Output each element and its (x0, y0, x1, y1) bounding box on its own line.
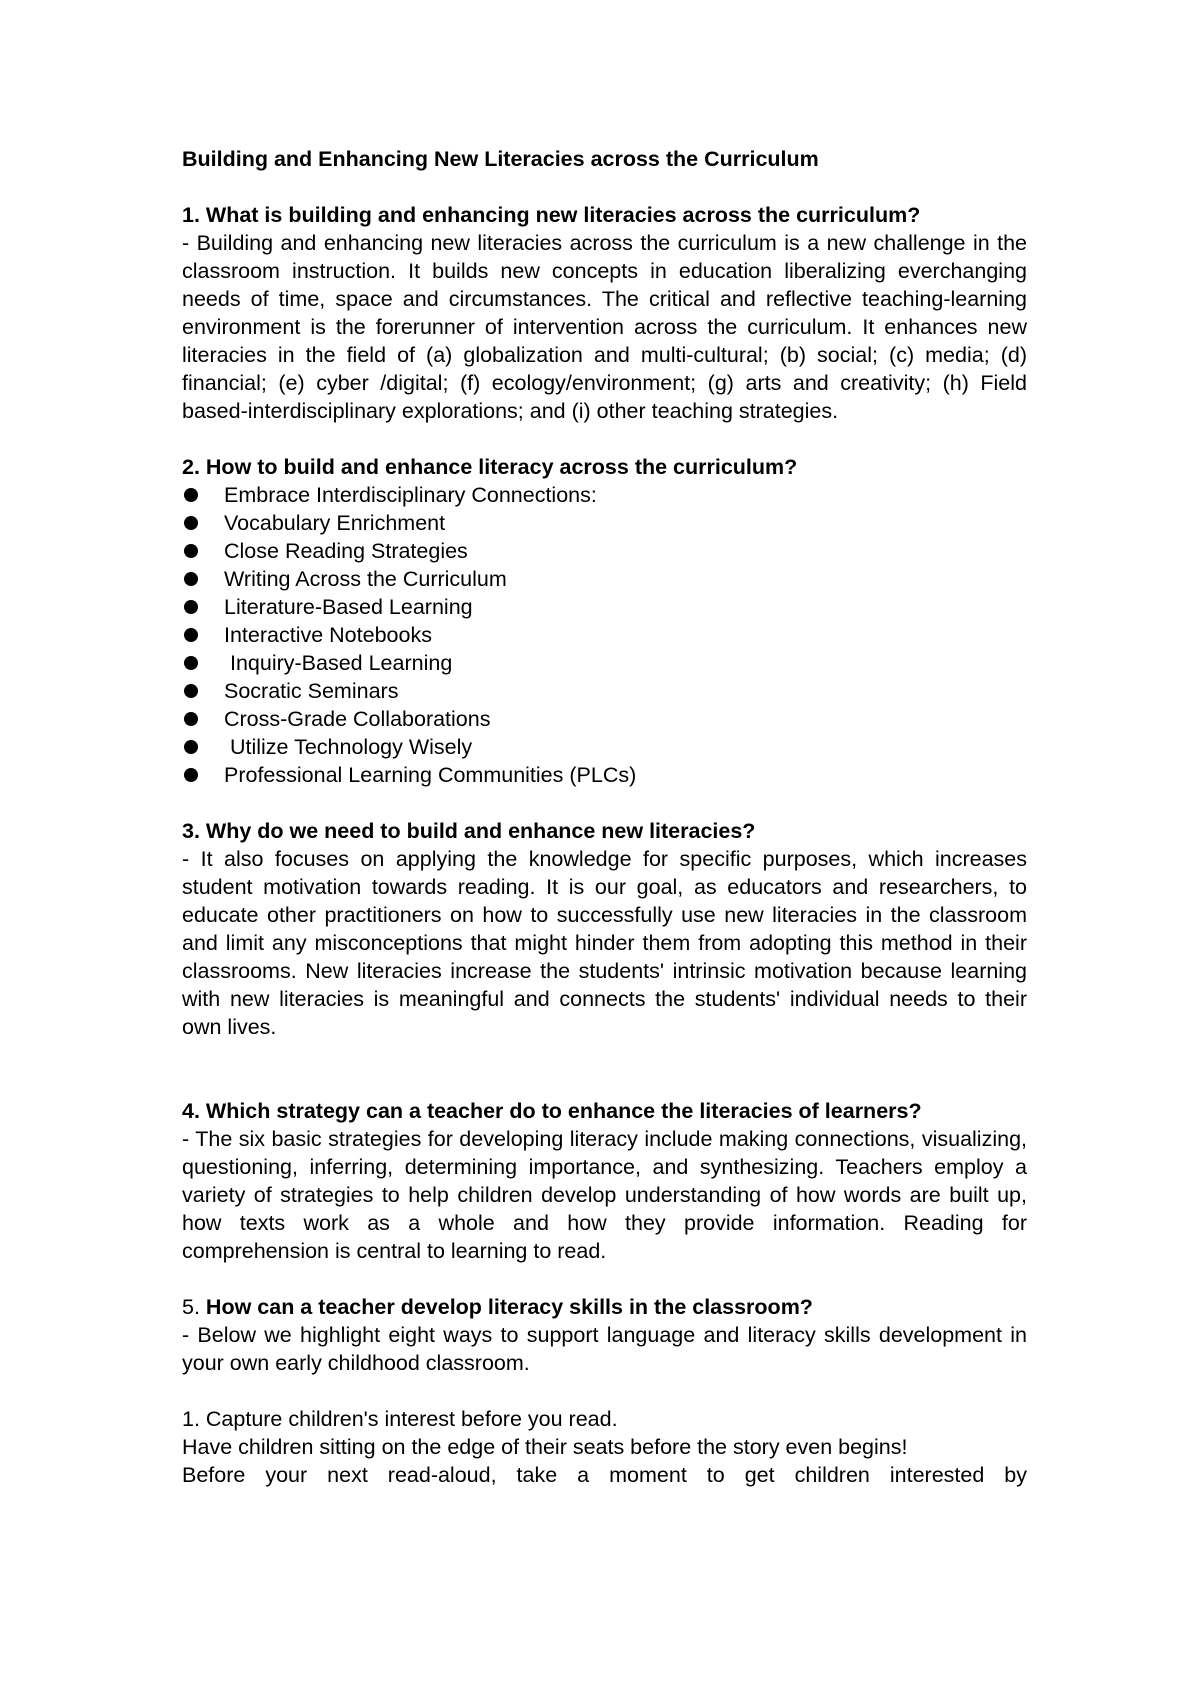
answer-1: - Building and enhancing new literacies across the curriculum is a new challenge in the classroom instruction. It builds new concepts in education liberalizing everchanging needs of time, space and circumstances. The critical and reflective teaching-learning environment is the forerunner of intervention across the curriculum. It enhances new literacies in the field of (a) globalization and multi-cultural; (b) social; (c) media; (d) financial; (e) cyber /digital; (f) ecology/environment; (g) arts and creativity; (h) Field based-interdisciplinary explorations; and (i) other teaching strategies. (182, 231, 1027, 423)
list-item (182, 705, 1027, 733)
question-2: 2. How to build and enhance literacy across the curriculum? (182, 455, 798, 479)
list-item (182, 565, 1027, 593)
document-title: Building and Enhancing New Literacies across the Curriculum (182, 147, 819, 171)
section-2 (182, 453, 1027, 789)
tip-line-2: Before your next read-aloud, take a moment to get children interested by (182, 1463, 1027, 1487)
list-item-text: Close Reading Strategies (224, 539, 468, 563)
list-item-text: Cross-Grade Collaborations (224, 707, 491, 731)
answer-3: - It also focuses on applying the knowledge for specific purposes, which increases student motivation towards reading. It is our goal, as educators and researchers, to educate other practitioners on how to successfully use new literacies in the classroom and limit any misconceptions that might hinder them from adopting this method in their classrooms. New literacies increase the students' intrinsic motivation because learning with new literacies is meaningful and connects the students' individual needs to their own lives. (182, 847, 1027, 1039)
list-item-text: Embrace Interdisciplinary Connections: (224, 483, 597, 507)
document-body (182, 145, 1027, 1489)
tip-line-1: Have children sitting on the edge of their seats before the story even begins! (182, 1435, 908, 1459)
bullet-icon (184, 600, 198, 614)
list-item (182, 593, 1027, 621)
list-item-text: Literature-Based Learning (224, 595, 473, 619)
bullet-icon (184, 740, 198, 754)
list-item (182, 621, 1027, 649)
question-3: 3. Why do we need to build and enhance new literacies? (182, 819, 756, 843)
bullet-icon (184, 768, 198, 782)
bullet-icon (184, 488, 198, 502)
list-item (182, 509, 1027, 537)
strategy-list (182, 481, 1027, 789)
answer-4: - The six basic strategies for developing literacy include making connections, visualizing, questioning, inferring, determining importance, and synthesizing. Teachers employ a variety of strategies to help children develop understanding of how words are built up, how texts work as a whole and how they provide information. Reading for comprehension is central to learning to read. (182, 1127, 1027, 1263)
section-5 (182, 1293, 1027, 1377)
list-item (182, 733, 1027, 761)
list-item (182, 537, 1027, 565)
bullet-icon (184, 712, 198, 726)
bullet-icon (184, 572, 198, 586)
list-item-text: Writing Across the Curriculum (224, 567, 507, 591)
tip-heading: 1. Capture children's interest before you read. (182, 1407, 618, 1431)
section-3 (182, 817, 1027, 1041)
section-1 (182, 201, 1027, 425)
list-item-text: Inquiry-Based Learning (224, 651, 453, 675)
list-item (182, 481, 1027, 509)
list-item-text: Professional Learning Communities (PLCs) (224, 763, 637, 787)
bullet-icon (184, 516, 198, 530)
bullet-icon (184, 656, 198, 670)
list-item (182, 677, 1027, 705)
list-item-text: Interactive Notebooks (224, 623, 432, 647)
section-4 (182, 1097, 1027, 1265)
list-item-text: Socratic Seminars (224, 679, 399, 703)
question-1: 1. What is building and enhancing new literacies across the curriculum? (182, 203, 921, 227)
question-5-text: How can a teacher develop literacy skills in the classroom? (205, 1295, 813, 1319)
bullet-icon (184, 544, 198, 558)
question-5-number: 5. (182, 1295, 200, 1319)
answer-5: - Below we highlight eight ways to support language and literacy skills development in your own early childhood classroom. (182, 1323, 1027, 1375)
question-5 (182, 1293, 1027, 1321)
question-4: 4. Which strategy can a teacher do to enhance the literacies of learners? (182, 1099, 922, 1123)
bullet-icon (184, 684, 198, 698)
list-item-text: Vocabulary Enrichment (224, 511, 446, 535)
list-item-text: Utilize Technology Wisely (224, 735, 473, 759)
list-item (182, 649, 1027, 677)
list-item (182, 761, 1027, 789)
bullet-icon (184, 628, 198, 642)
